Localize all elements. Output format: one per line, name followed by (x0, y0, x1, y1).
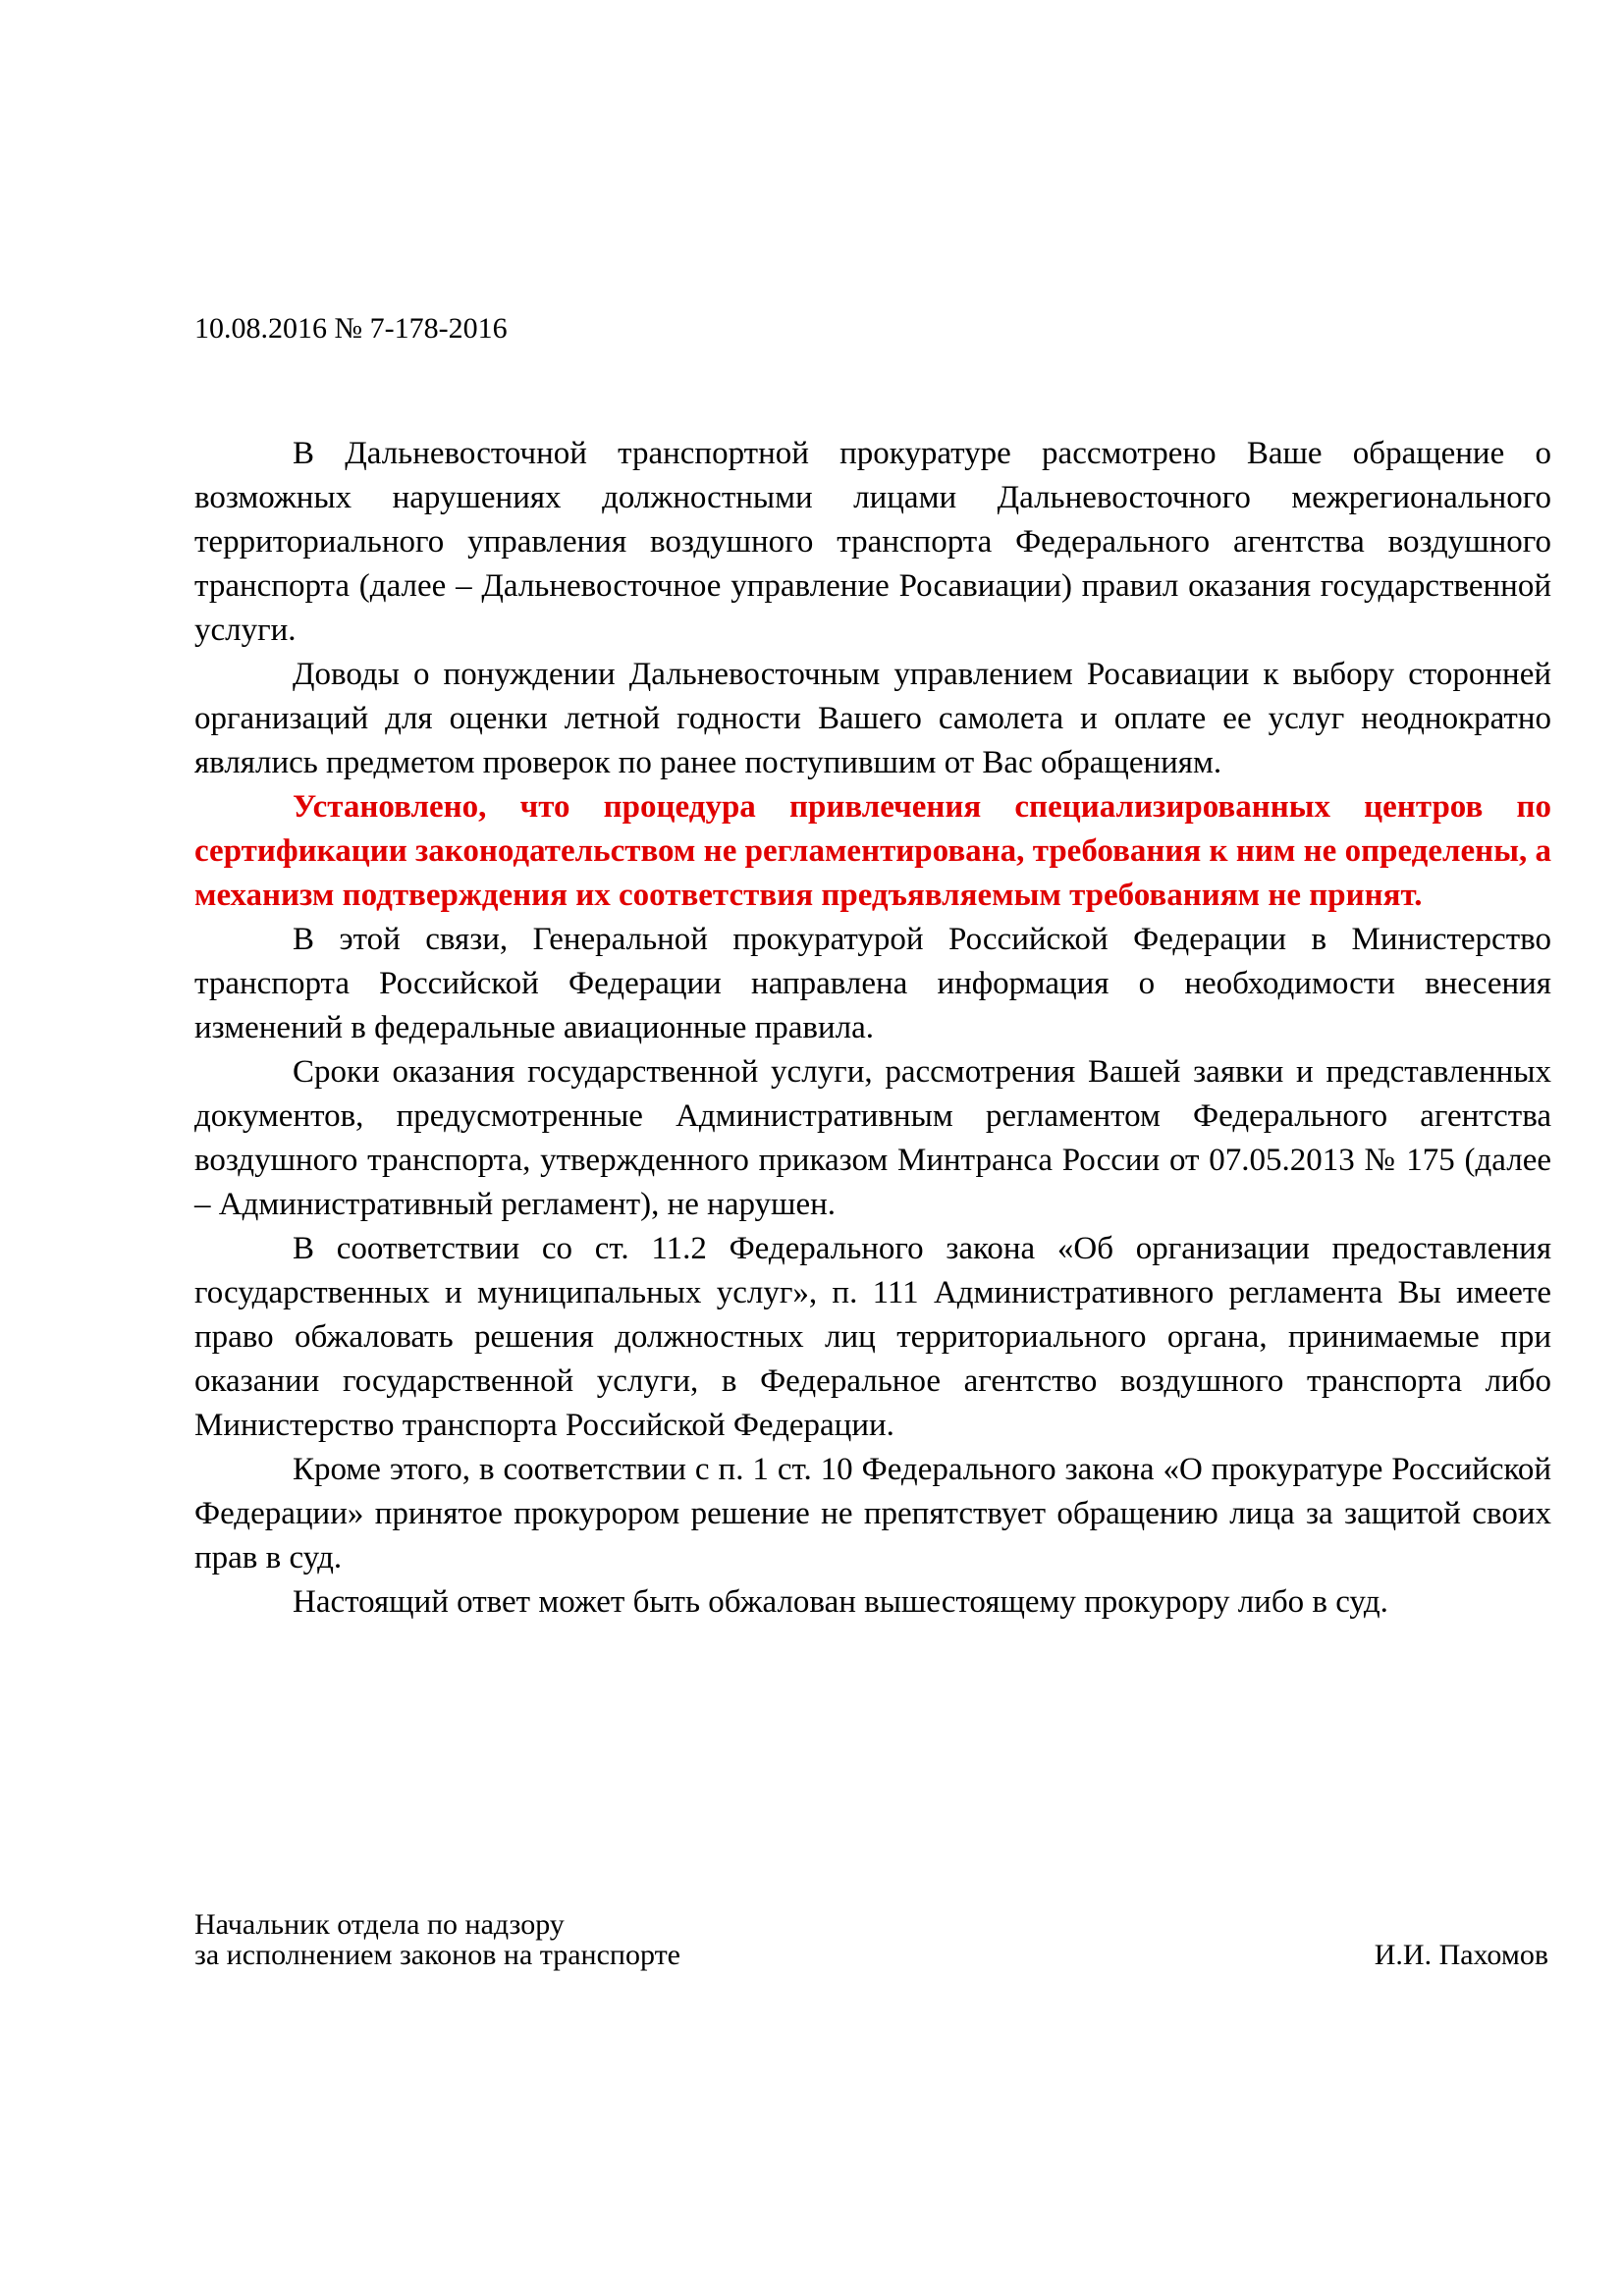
signatory-position-line2: за исполнением законов на транспорте (194, 1939, 680, 1971)
document-date-number: 10.08.2016 № 7-178-2016 (194, 312, 508, 345)
paragraph-appeal-right: В соответствии со ст. 11.2 Федерального закона «Об организации предоставления государственных и муниципальных услуг», п. 111 Административного регламента Вы имеете право обжаловать решения должностных лиц территориального органа, принимаемые при оказании государственной услуги, в Федеральное агентство воздушного транспорта либо Министерство транспорта Российской Федерации. (194, 1231, 1551, 1443)
paragraph-finding-highlighted: Установлено, что процедура привлечения специализированных центров по сертификации законодательством не регламентирована, требования к ним не определены, а механизм подтверждения их соответствия предъявляемым требованиям не принят. (194, 789, 1551, 913)
paragraph-deadlines: Сроки оказания государственной услуги, рассмотрения Вашей заявки и представленных документов, предусмотренные Административным регламентом Федерального агентства воздушного транспорта, утвержденного приказом Минтранса России от 07.05.2013 № 175 (далее – Административный регламент), не нарушен. (194, 1054, 1551, 1222)
paragraph-court-right: Кроме этого, в соответствии с п. 1 ст. 10 Федерального закона «О прокуратуре Российской Федерации» принятое прокурором решение не препятствует обращению лица за защитой своих прав в суд. (194, 1452, 1551, 1575)
signatory-name: И.И. Пахомов (1374, 1939, 1548, 1971)
signature-block (194, 1909, 1551, 1970)
paragraph-arguments: Доводы о понуждении Дальневосточным управлением Росавиации к выбору сторонней организаций для оценки летной годности Вашего самолета и оплате ее услуг неоднократно являлись предметом проверок по ранее поступившим от Вас обращениям. (194, 657, 1551, 780)
paragraph-information-sent: В этой связи, Генеральной прокуратурой Российской Федерации в Министерство транспорта Российской Федерации направлена информация о необходимости внесения изменений в федеральные авиационные правила. (194, 922, 1551, 1045)
paragraph-review: В Дальневосточной транспортной прокуратуре рассмотрено Ваше обращение о возможных нарушениях должностными лицами Дальневосточного межрегионального территориального управления воздушного транспорта Федерального агентства воздушного транспорта (далее – Дальневосточное управление Росавиации) правил оказания государственной услуги. (194, 436, 1551, 648)
paragraph-appeal-notice: Настоящий ответ может быть обжалован вышестоящему прокурору либо в суд. (293, 1584, 1388, 1620)
signatory-position-line1: Начальник отдела по надзору (194, 1908, 565, 1941)
letter-body (194, 432, 1551, 1625)
